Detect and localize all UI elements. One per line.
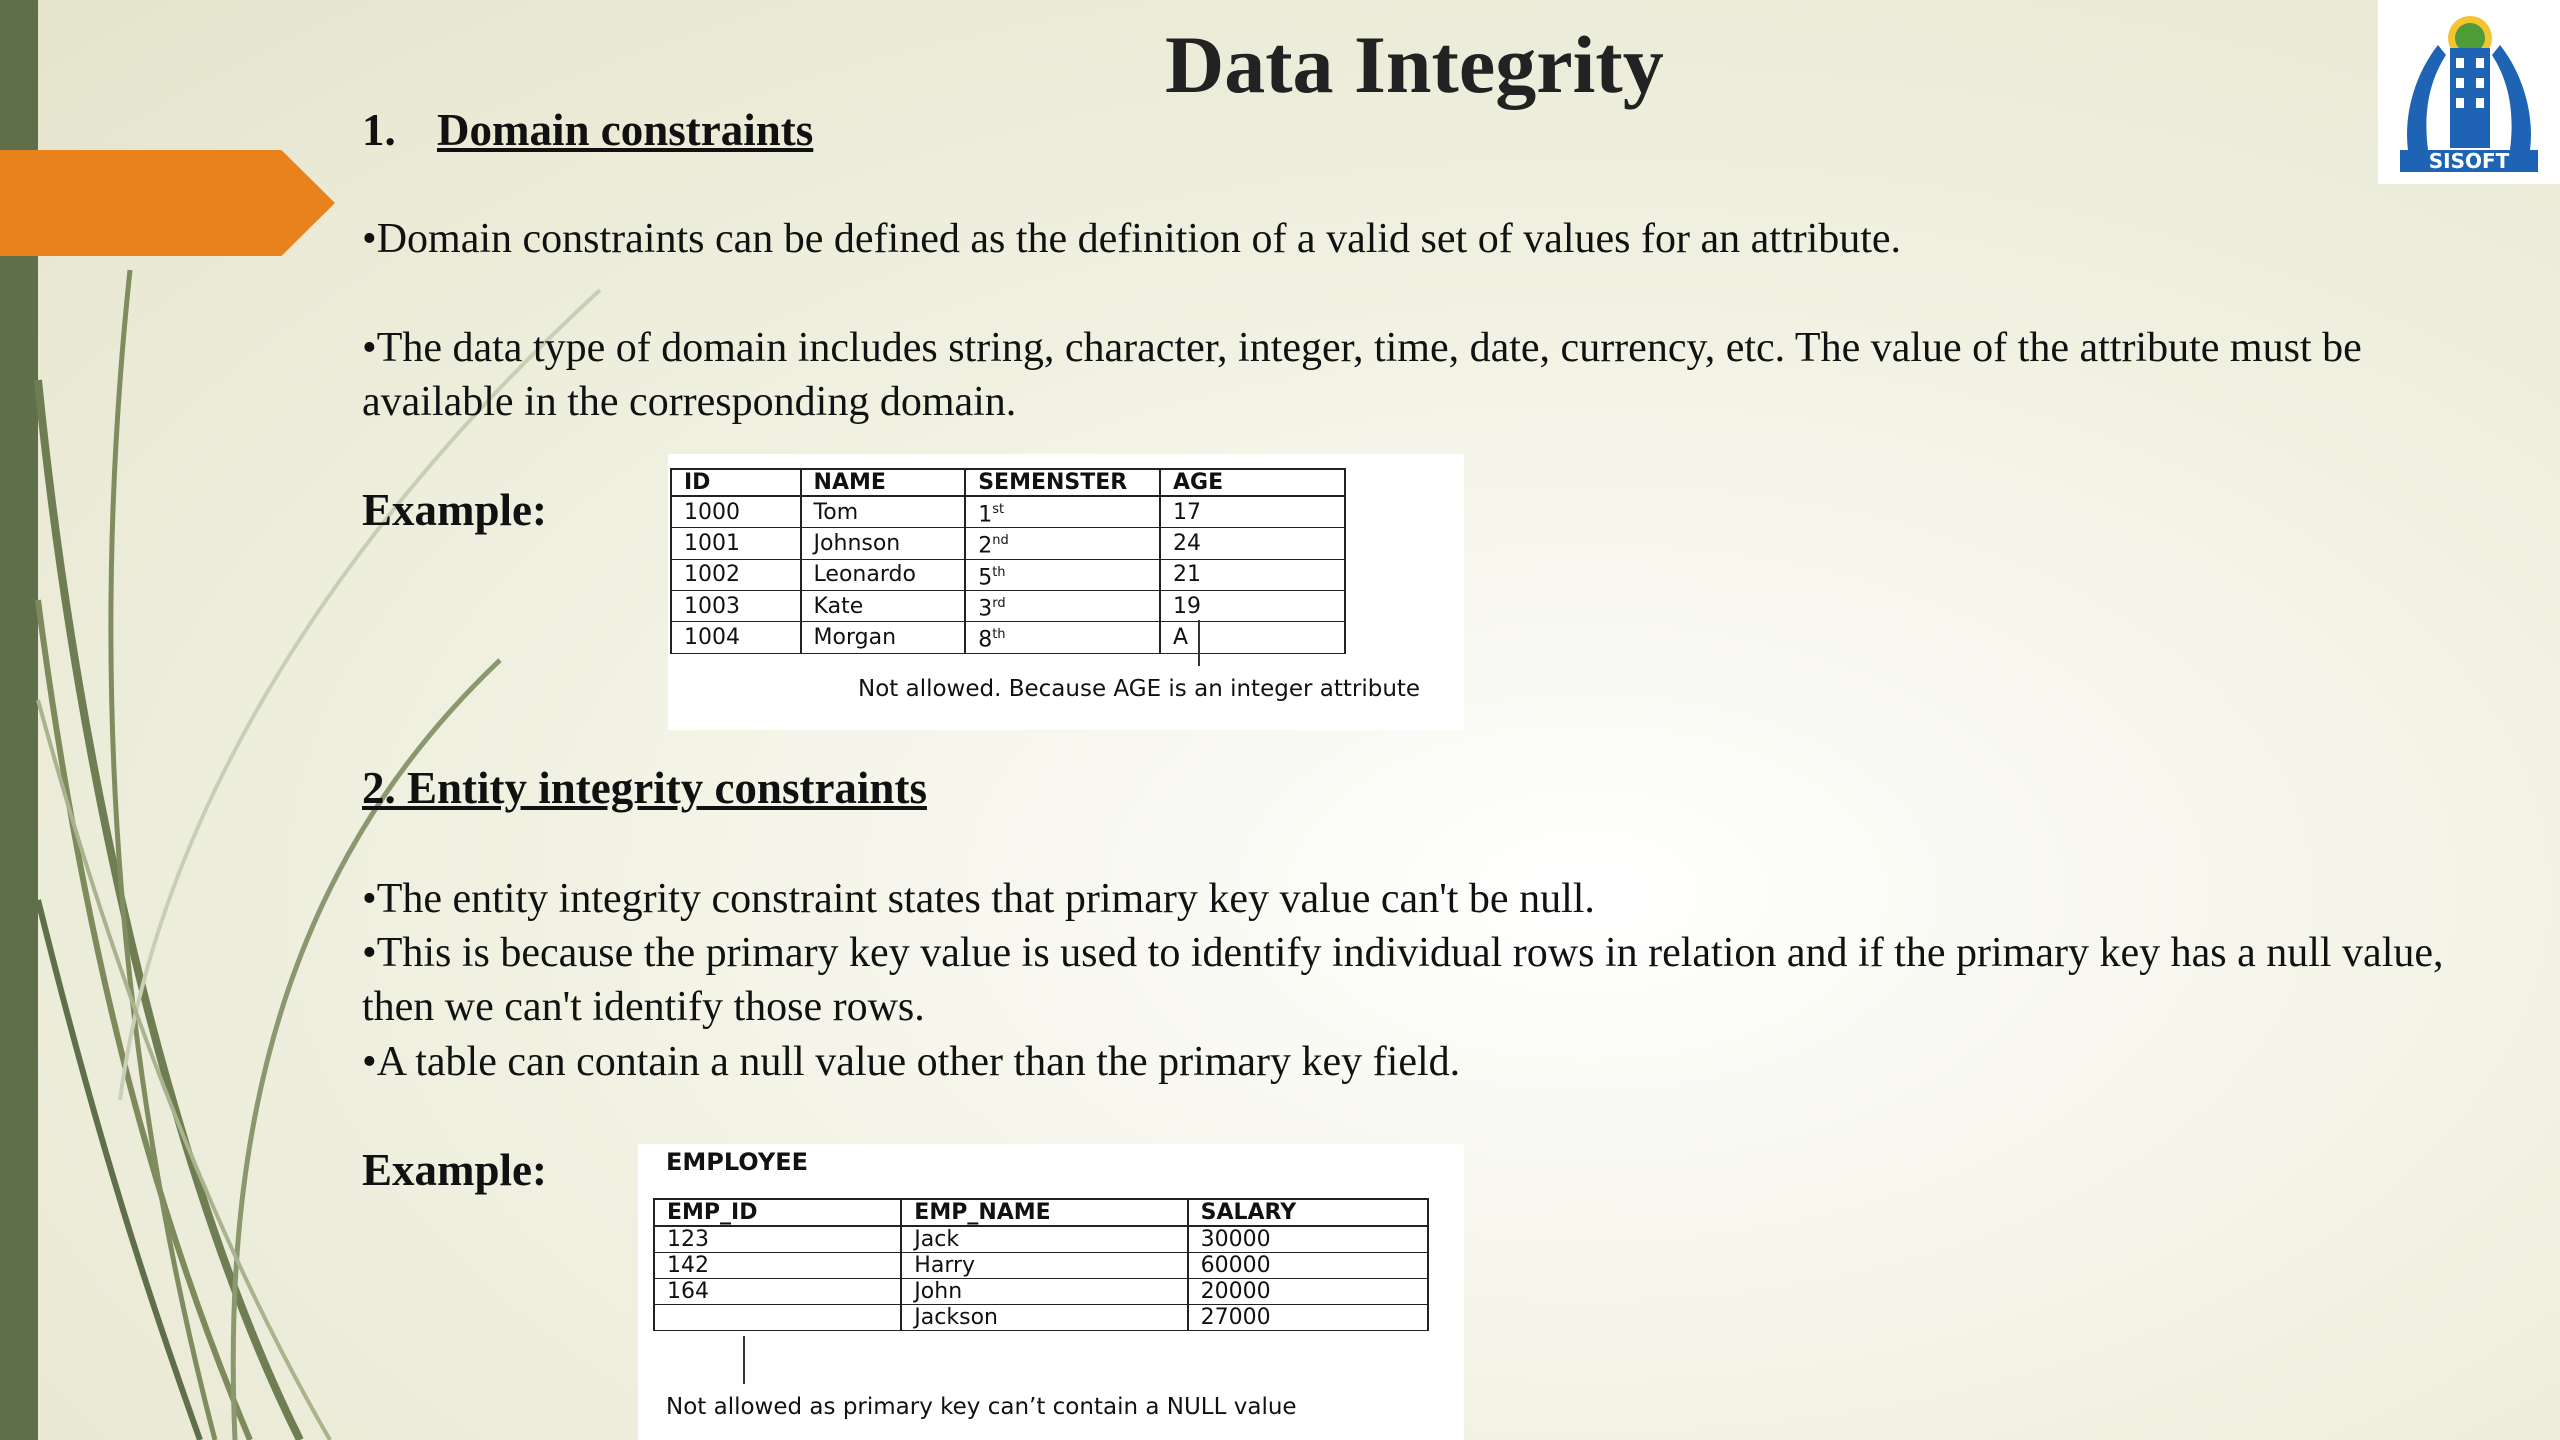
- table-cell: 1st: [965, 496, 1160, 528]
- table-cell: 142: [654, 1253, 901, 1279]
- table-cell: 3rd: [965, 590, 1160, 621]
- table-cell: 24: [1160, 528, 1345, 559]
- table-header-cell: NAME: [801, 469, 966, 496]
- table-header-cell: ID: [671, 469, 801, 496]
- section1-heading: [362, 104, 813, 156]
- table-cell: 1002: [671, 559, 801, 590]
- table-row: [671, 496, 1345, 528]
- table-cell: Leonardo: [801, 559, 966, 590]
- table-cell: 30000: [1188, 1226, 1428, 1253]
- section1-number: 1.: [362, 105, 396, 155]
- table-row: [671, 528, 1345, 559]
- table-row: [654, 1226, 1428, 1253]
- section2-bullet-2: •This is because the primary key value is used to identify individual rows in relation and if the primary key has a null value, then we can't identify those rows.: [362, 930, 2444, 1030]
- sisoft-logo: [2378, 0, 2560, 184]
- section2-example-label: Example:: [362, 1145, 547, 1195]
- table-cell: 17: [1160, 496, 1345, 528]
- table-header-cell: EMP_ID: [654, 1199, 901, 1226]
- table-cell: 1000: [671, 496, 801, 528]
- domain-example-note: Not allowed. Because AGE is an integer attribute: [858, 676, 1421, 702]
- table-cell: Jack: [901, 1226, 1187, 1253]
- table-cell: A: [1160, 622, 1345, 653]
- table-cell: 123: [654, 1226, 901, 1253]
- table-cell: John: [901, 1279, 1187, 1305]
- section2-heading-text: 2. Entity integrity constraints: [362, 763, 927, 813]
- section2-bullet-1: •The entity integrity constraint states that primary key value can't be null.: [362, 876, 1595, 922]
- table-cell: 27000: [1188, 1305, 1428, 1331]
- table-cell: Morgan: [801, 622, 966, 653]
- table-row: [654, 1253, 1428, 1279]
- table-cell: Johnson: [801, 528, 966, 559]
- table-cell: Jackson: [901, 1305, 1187, 1331]
- table-cell: [654, 1305, 901, 1331]
- section1-example-label: Example:: [362, 485, 547, 535]
- svg-text:SISOFT: SISOFT: [2428, 149, 2510, 173]
- table-cell: 1004: [671, 622, 801, 653]
- table-cell: 2nd: [965, 528, 1160, 559]
- table-row: [671, 559, 1345, 590]
- table-cell: 1003: [671, 590, 801, 621]
- table-cell: 20000: [1188, 1279, 1428, 1305]
- orange-arrow-shape: [0, 150, 335, 256]
- table-header-cell: EMP_NAME: [901, 1199, 1187, 1226]
- annotation-pointer-line: [1198, 620, 1200, 666]
- entity-example-figure: [638, 1144, 1464, 1440]
- table-cell: 19: [1160, 590, 1345, 621]
- table-row: [654, 1305, 1428, 1331]
- section2-bullet-3: •A table can contain a null value other than the primary key field.: [362, 1039, 1461, 1085]
- section1-bullet-2: •The data type of domain includes string, character, integer, time, date, currency, etc. The value of the attribute must be available in the corresponding domain.: [362, 325, 2362, 425]
- table-cell: 1001: [671, 528, 801, 559]
- table-cell: Kate: [801, 590, 966, 621]
- table-header-cell: SEMENSTER: [965, 469, 1160, 496]
- entity-example-note: Not allowed as primary key can’t contain a NULL value: [666, 1394, 1297, 1420]
- table-row: [654, 1279, 1428, 1305]
- annotation-pointer-line: [743, 1336, 745, 1384]
- table-header-row: [671, 469, 1345, 496]
- table-cell: 164: [654, 1279, 901, 1305]
- domain-example-table: [670, 468, 1346, 654]
- section1-heading-text: Domain constraints: [437, 105, 814, 155]
- table-row: [671, 590, 1345, 621]
- table-cell: 5th: [965, 559, 1160, 590]
- table-header-cell: AGE: [1160, 469, 1345, 496]
- slide-title: Data Integrity: [1165, 19, 1664, 110]
- table-header-cell: SALARY: [1188, 1199, 1428, 1226]
- table-cell: 8th: [965, 622, 1160, 653]
- table-header-row: [654, 1199, 1428, 1226]
- table-cell: Harry: [901, 1253, 1187, 1279]
- table-row: [671, 622, 1345, 653]
- table-cell: 60000: [1188, 1253, 1428, 1279]
- employee-table: [653, 1198, 1429, 1331]
- employee-table-caption: EMPLOYEE: [666, 1148, 809, 1176]
- section1-bullet-1: •Domain constraints can be defined as the definition of a valid set of values for an attribute.: [362, 216, 1902, 262]
- section2-heading: [362, 762, 927, 814]
- table-cell: 21: [1160, 559, 1345, 590]
- table-cell: Tom: [801, 496, 966, 528]
- domain-example-figure: [668, 454, 1464, 730]
